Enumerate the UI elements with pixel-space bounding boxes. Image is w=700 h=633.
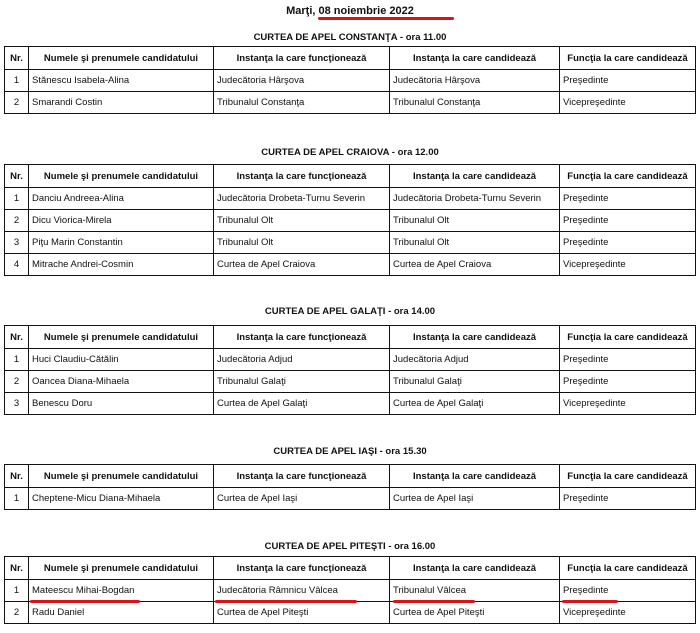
row-function: Preşedinte [560, 210, 696, 232]
section-title-pitesti: CURTEA DE APEL PITEŞTI - ora 16.00 [264, 541, 436, 552]
row-function: Preşedinte [560, 371, 696, 393]
header-function: Funcţia la care candidează [560, 47, 696, 70]
row-function: Preşedinte [560, 70, 696, 92]
table-row [5, 602, 696, 624]
table-row [5, 393, 696, 415]
row-current-court: Tribunalul Olt [214, 232, 390, 254]
table-row [5, 92, 696, 114]
section-title-iasi: CURTEA DE APEL IAŞI - ora 15.30 [273, 446, 427, 457]
row-target-court: Tribunalul Constanţa [390, 92, 560, 114]
row-nr: 3 [5, 232, 29, 254]
table-row [5, 232, 696, 254]
row-function: Vicepreşedinte [560, 92, 696, 114]
row-function: Preşedinte [560, 232, 696, 254]
table-header-row [5, 326, 696, 349]
table-header-row [5, 557, 696, 580]
table-row [5, 580, 696, 602]
table-row [5, 349, 696, 371]
row-function: Preşedinte [560, 488, 696, 510]
header-nr: Nr. [5, 465, 29, 488]
row-target-court: Curtea de Apel Craiova [390, 254, 560, 276]
header-function: Funcţia la care candidează [560, 326, 696, 349]
table-header-row [5, 165, 696, 188]
table-row [5, 70, 696, 92]
header-target-court: Instanţa la care candidează [390, 326, 560, 349]
table-header-row [5, 465, 696, 488]
table-iasi [4, 464, 696, 510]
header-current-court: Instanţa la care funcţionează [214, 465, 390, 488]
row-target-court: Curtea de Apel Piteşti [390, 602, 560, 624]
row-nr: 2 [5, 371, 29, 393]
row-current-court: Judecătoria Drobeta-Turnu Severin [214, 188, 390, 210]
row-name: Piţu Marin Constantin [29, 232, 214, 254]
row-function: Preşedinte [560, 580, 696, 602]
header-name: Numele şi prenumele candidatului [29, 465, 214, 488]
section-title-constanta: CURTEA DE APEL CONSTANŢA - ora 11.00 [253, 32, 447, 43]
row-nr: 1 [5, 188, 29, 210]
date-underline [318, 17, 454, 20]
table-row [5, 488, 696, 510]
table-row [5, 254, 696, 276]
row-name: Huci Claudiu-Cătălin [29, 349, 214, 371]
row-function: Preşedinte [560, 188, 696, 210]
header-function: Funcţia la care candidează [560, 465, 696, 488]
row-function: Vicepreşedinte [560, 602, 696, 624]
row-target-court: Tribunalul Vâlcea [390, 580, 560, 602]
row-current-court: Curtea de Apel Piteşti [214, 602, 390, 624]
row-nr: 2 [5, 210, 29, 232]
header-function: Funcţia la care candidează [560, 165, 696, 188]
highlight-underline-target-court [393, 600, 475, 603]
row-nr: 1 [5, 488, 29, 510]
row-current-court: Judecătoria Hârşova [214, 70, 390, 92]
header-nr: Nr. [5, 557, 29, 580]
row-target-court: Curtea de Apel Galaţi [390, 393, 560, 415]
row-current-court: Curtea de Apel Galaţi [214, 393, 390, 415]
row-current-court: Curtea de Apel Iaşi [214, 488, 390, 510]
row-current-court: Tribunalul Constanţa [214, 92, 390, 114]
row-function: Preşedinte [560, 349, 696, 371]
header-current-court: Instanţa la care funcţionează [214, 557, 390, 580]
row-current-court: Curtea de Apel Craiova [214, 254, 390, 276]
highlight-underline-current-court [215, 600, 357, 603]
row-name: Mateescu Mihai-Bogdan [29, 580, 214, 602]
row-nr: 2 [5, 92, 29, 114]
header-nr: Nr. [5, 47, 29, 70]
header-current-court: Instanţa la care funcţionează [214, 47, 390, 70]
row-name: Mitrache Andrei-Cosmin [29, 254, 214, 276]
row-name: Smarandi Costin [29, 92, 214, 114]
row-nr: 1 [5, 70, 29, 92]
row-target-court: Judecătoria Adjud [390, 349, 560, 371]
table-row [5, 210, 696, 232]
row-current-court: Tribunalul Olt [214, 210, 390, 232]
row-name: Danciu Andreea-Alina [29, 188, 214, 210]
row-name: Stănescu Isabela-Alina [29, 70, 214, 92]
header-target-court: Instanţa la care candidează [390, 557, 560, 580]
table-constanta [4, 46, 696, 114]
row-target-court: Tribunalul Olt [390, 210, 560, 232]
table-header-row [5, 47, 696, 70]
row-nr: 1 [5, 580, 29, 602]
header-nr: Nr. [5, 326, 29, 349]
header-target-court: Instanţa la care candidează [390, 47, 560, 70]
highlight-underline-name [30, 600, 140, 603]
row-name: Oancea Diana-Mihaela [29, 371, 214, 393]
table-row [5, 188, 696, 210]
table-pitesti [4, 556, 696, 624]
row-name: Cheptene-Micu Diana-Mihaela [29, 488, 214, 510]
row-function: Vicepreşedinte [560, 254, 696, 276]
row-function: Vicepreşedinte [560, 393, 696, 415]
row-name: Radu Daniel [29, 602, 214, 624]
row-nr: 2 [5, 602, 29, 624]
header-name: Numele şi prenumele candidatului [29, 557, 214, 580]
table-galati [4, 325, 696, 415]
row-target-court: Judecătoria Drobeta-Turnu Severin [390, 188, 560, 210]
header-function: Funcţia la care candidează [560, 557, 696, 580]
table-craiova [4, 164, 696, 276]
highlight-underline-function [562, 600, 618, 603]
header-target-court: Instanţa la care candidează [390, 465, 560, 488]
row-nr: 4 [5, 254, 29, 276]
row-name: Dicu Viorica-Mirela [29, 210, 214, 232]
header-name: Numele şi prenumele candidatului [29, 47, 214, 70]
row-nr: 3 [5, 393, 29, 415]
header-name: Numele şi prenumele candidatului [29, 326, 214, 349]
row-current-court: Judecătoria Adjud [214, 349, 390, 371]
header-name: Numele şi prenumele candidatului [29, 165, 214, 188]
row-target-court: Tribunalul Galaţi [390, 371, 560, 393]
row-nr: 1 [5, 349, 29, 371]
header-nr: Nr. [5, 165, 29, 188]
header-current-court: Instanţa la care funcţionează [214, 326, 390, 349]
row-target-court: Tribunalul Olt [390, 232, 560, 254]
row-name: Benescu Doru [29, 393, 214, 415]
row-current-court: Tribunalul Galaţi [214, 371, 390, 393]
header-current-court: Instanţa la care funcţionează [214, 165, 390, 188]
row-target-court: Curtea de Apel Iaşi [390, 488, 560, 510]
section-title-galati: CURTEA DE APEL GALAŢI - ora 14.00 [264, 306, 436, 317]
section-title-craiova: CURTEA DE APEL CRAIOVA - ora 12.00 [261, 147, 439, 158]
header-target-court: Instanţa la care candidează [390, 165, 560, 188]
document-date: Marţi, 08 noiembrie 2022 [286, 5, 414, 17]
row-target-court: Judecătoria Hârşova [390, 70, 560, 92]
table-row [5, 371, 696, 393]
row-current-court: Judecătoria Râmnicu Vâlcea [214, 580, 390, 602]
